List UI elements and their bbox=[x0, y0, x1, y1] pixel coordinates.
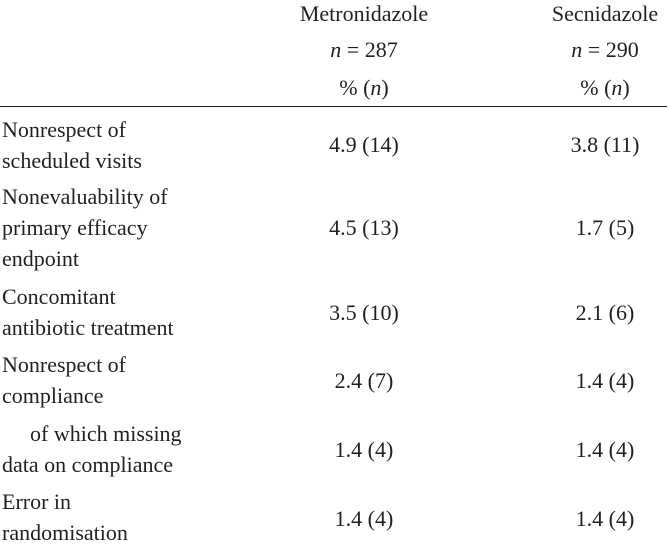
header-metronidazole-unit bbox=[264, 75, 464, 101]
header-secnidazole-unit-pct: % ( bbox=[580, 75, 612, 100]
row-label-randomisation-line1: Error in bbox=[2, 489, 72, 514]
cell-randomisation-secnidazole: 1.4 (4) bbox=[575, 506, 635, 531]
header-metronidazole-n-symbol: n bbox=[330, 37, 342, 62]
header-metronidazole-n bbox=[264, 37, 464, 63]
header-metronidazole-unit-pct: % ( bbox=[339, 75, 371, 100]
row-label-antibiotic-line1: Concomitant bbox=[2, 284, 116, 309]
row-label-scheduled-visits-line1: Nonrespect of bbox=[2, 117, 127, 142]
row-label-scheduled-visits-line2: scheduled visits bbox=[2, 148, 142, 173]
header-metronidazole-unit-n: n bbox=[370, 75, 382, 100]
header-secnidazole-unit-n: n bbox=[611, 75, 623, 100]
header-secnidazole-n bbox=[495, 37, 667, 63]
header-metronidazole-unit-close: ) bbox=[381, 75, 389, 100]
row-label-missing-data-line1: of which missing bbox=[30, 421, 182, 446]
cell-scheduled-visits-secnidazole: 3.8 (11) bbox=[570, 132, 640, 157]
cell-compliance-metronidazole: 2.4 (7) bbox=[334, 368, 394, 393]
header-secnidazole-n-value: = 290 bbox=[587, 37, 639, 62]
cell-efficacy-secnidazole: 1.7 (5) bbox=[575, 215, 635, 240]
row-label-compliance-line1: Nonrespect of bbox=[2, 352, 127, 377]
row-label-efficacy-line2: primary efficacy bbox=[2, 215, 148, 240]
cell-efficacy-metronidazole: 4.5 (13) bbox=[329, 215, 399, 240]
header-secnidazole-unit-close: ) bbox=[622, 75, 630, 100]
header-metronidazole-n-value: = 287 bbox=[346, 37, 398, 62]
cell-missing-data-metronidazole: 1.4 (4) bbox=[334, 437, 394, 462]
header-divider bbox=[0, 106, 667, 107]
row-label-efficacy-line1: Nonevaluability of bbox=[2, 184, 168, 209]
row-label-missing-data-line2: data on compliance bbox=[2, 452, 174, 477]
cell-antibiotic-secnidazole: 2.1 (6) bbox=[575, 300, 635, 325]
header-secnidazole-n-symbol: n bbox=[571, 37, 583, 62]
cell-antibiotic-metronidazole: 3.5 (10) bbox=[329, 300, 399, 325]
row-label-randomisation-line2: randomisation bbox=[2, 520, 128, 545]
row-label-efficacy-line3: endpoint bbox=[2, 246, 79, 271]
header-secnidazole-name: Secnidazole bbox=[551, 1, 659, 26]
cell-missing-data-secnidazole: 1.4 (4) bbox=[575, 437, 635, 462]
cell-scheduled-visits-metronidazole: 4.9 (14) bbox=[329, 132, 399, 157]
cell-randomisation-metronidazole: 1.4 (4) bbox=[334, 506, 394, 531]
header-metronidazole-name: Metronidazole bbox=[299, 1, 429, 26]
header-secnidazole-unit bbox=[495, 75, 667, 101]
row-label-compliance-line2: compliance bbox=[2, 383, 104, 408]
row-label-antibiotic-line2: antibiotic treatment bbox=[2, 315, 174, 340]
cell-compliance-secnidazole: 1.4 (4) bbox=[575, 368, 635, 393]
